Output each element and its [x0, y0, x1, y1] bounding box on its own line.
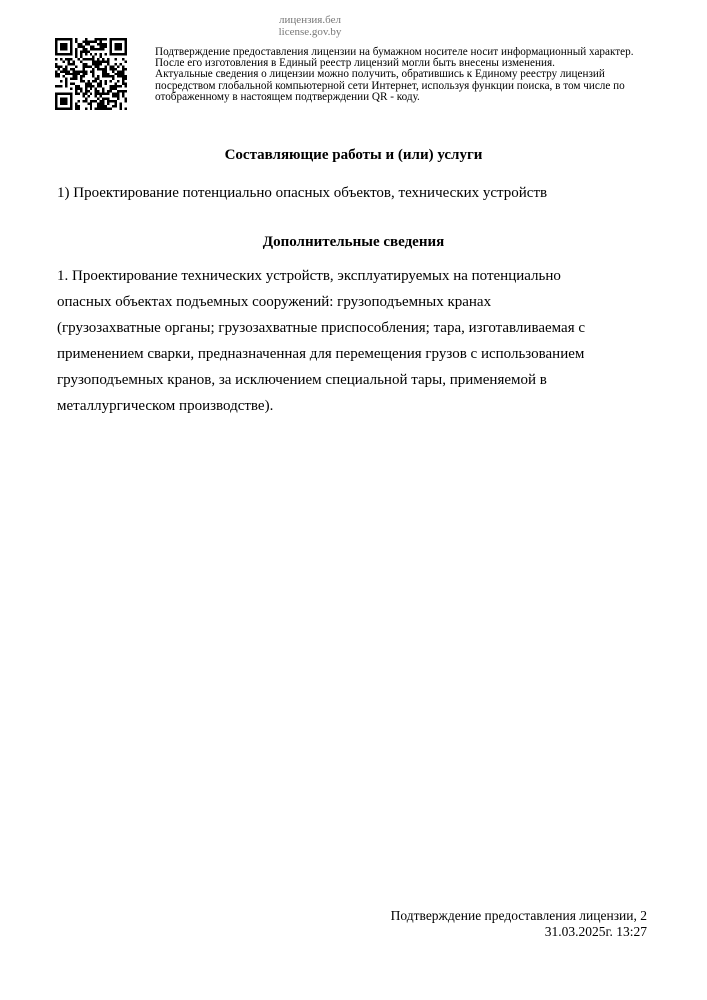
notice-text — [155, 47, 675, 103]
works-list — [57, 180, 657, 206]
additional-line: грузоподъемных кранов, за исключением специальной тары, применяемой в — [57, 372, 547, 388]
additional-title: Дополнительные сведения — [262, 234, 445, 250]
notice-line: посредством глобальной компьютерной сети Интернет, используя функции поиска, в том числе по — [155, 79, 625, 92]
site-name-en: license.gov.by — [278, 26, 342, 38]
additional-line: 1. Проектирование технических устройств, эксплуатируемых на потенциально — [57, 268, 561, 284]
additional-text — [57, 263, 657, 419]
notice-line: Актуальные сведения о лицензии можно получить, обратившись к Единому реестру лицензий — [155, 68, 605, 81]
works-title: Составляющие работы и (или) услуги — [224, 147, 483, 163]
notice-line: Подтверждение предоставления лицензии на бумажном носителе носит информационный характер. — [155, 46, 634, 58]
additional-line: металлургическом производстве). — [57, 398, 274, 414]
footer — [391, 908, 647, 940]
additional-line: применением сварки, предназначенная для перемещения грузов с использованием — [57, 346, 585, 362]
works-item: 1) Проектирование потенциально опасных объектов, технических устройств — [57, 185, 548, 201]
notice-line: После его изготовления в Единый реестр лицензий могли быть внесены изменения. — [155, 57, 555, 70]
additional-line: (грузозахватные органы; грузозахватные приспособления; тара, изготавливаемая с — [57, 320, 586, 336]
footer-doc-label: Подтверждение предоставления лицензии, 2 — [390, 908, 647, 923]
footer-datetime: 31.03.2025г. 13:27 — [544, 924, 647, 939]
site-name-ru: лицензия.бел — [279, 14, 341, 26]
qr-code — [55, 38, 127, 110]
notice-line: отображенному в настоящем подтверждении QR - коду. — [155, 90, 420, 103]
site-label — [230, 14, 390, 38]
additional-line: опасных объектах подъемных сооружений: грузоподъемных кранах — [57, 294, 492, 310]
